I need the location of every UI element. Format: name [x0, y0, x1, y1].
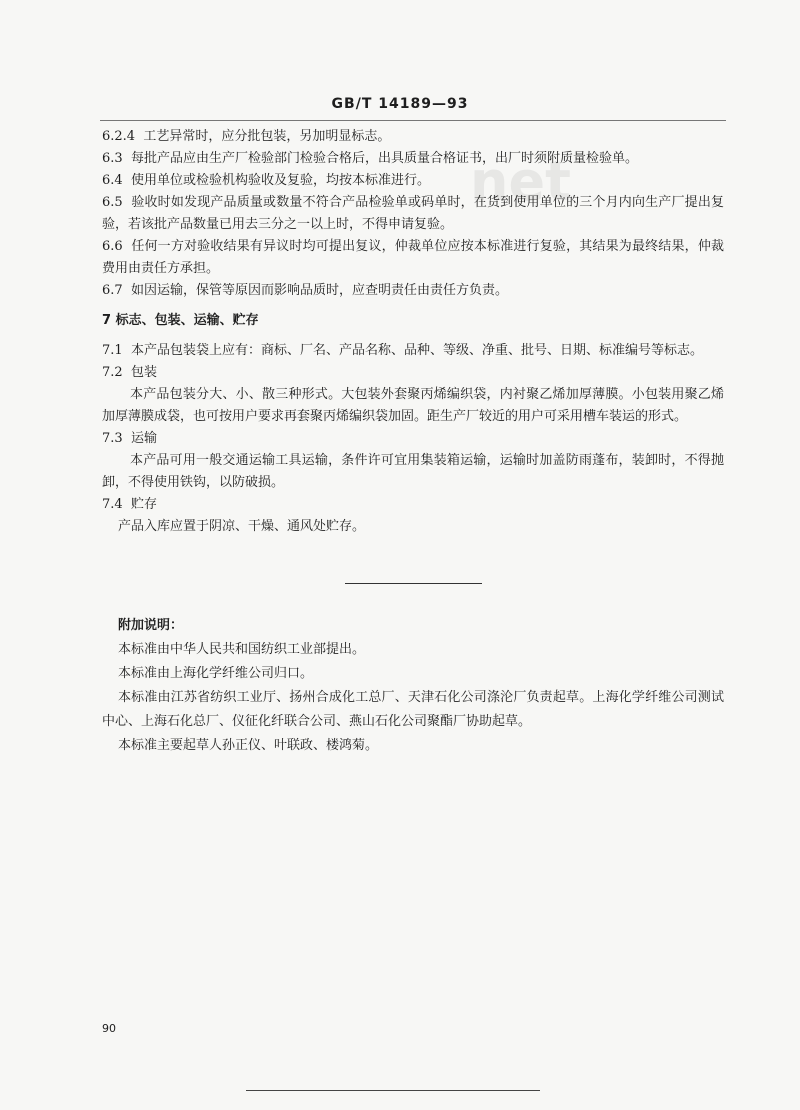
clause-7-2-text: 本产品包装分大、小、散三种形式。大包装外套聚丙烯编织袋，内衬聚乙烯加厚薄膜。小包装用聚乙烯加厚薄膜成袋，也可按用户要求再套聚丙烯编织袋加固。距生产厂较近的用户可采用槽车装运的形式。 [102, 387, 724, 424]
clause-title: 贮存 [130, 497, 157, 512]
appendix-title: 附加说明： [118, 618, 184, 633]
bottom-rule [246, 1090, 540, 1091]
clause-number: 6.7 [102, 283, 123, 298]
clause-text: 如因运输，保管等原因而影响品质时，应查明责任由责任方负责。 [130, 283, 508, 298]
body-text [102, 126, 724, 538]
clause-7-3-text: 本产品可用一般交通运输工具运输，条件许可宜用集装箱运输，运输时加盖防雨蓬布，装卸时，不得抛卸，不得使用铁钩，以防破损。 [102, 453, 724, 490]
appendix-paragraph: 本标准由上海化学纤维公司归口。 [118, 666, 314, 681]
clause-title: 运输 [130, 431, 157, 446]
appendix-notes [102, 614, 724, 758]
clause-6-4 [102, 170, 724, 192]
clause-number: 7.4 [102, 497, 123, 512]
watermark: net [470, 150, 571, 213]
clause-text: 验收时如发现产品质量或数量不符合产品检验单或码单时，在货到使用单位的三个月内向生产厂提出复验，若该批产品数量已用去三分之一以上时，不得申请复验。 [102, 195, 724, 232]
clause-number: 7.3 [102, 431, 123, 446]
clause-number: 7.2 [102, 365, 123, 380]
page-number: 90 [102, 1022, 116, 1035]
clause-number: 7.1 [102, 343, 123, 358]
clause-text: 本产品包装袋上应有：商标、厂名、产品名称、品种、等级、净重、批号、日期、标准编号等标志。 [130, 343, 703, 358]
clause-6-3 [102, 148, 724, 170]
standard-code-header: GB/T 14189—93 [331, 96, 469, 112]
clause-text: 使用单位或检验机构验收及复验，均按本标准进行。 [130, 173, 430, 188]
clause-6-6 [102, 236, 724, 280]
clause-7-2-title [102, 362, 724, 384]
clause-7-4-title [102, 494, 724, 516]
section-7-heading: 7 标志、包装、运输、贮存 [102, 313, 259, 328]
header-rule [100, 120, 726, 121]
clause-number: 6.5 [102, 195, 123, 210]
clause-title: 包装 [130, 365, 157, 380]
clause-number: 6.2.4 [102, 129, 136, 144]
clause-7-3-title [102, 428, 724, 450]
clause-6-2-4 [102, 126, 724, 148]
clause-text: 每批产品应由生产厂检验部门检验合格后，出具质量合格证书，出厂时须附质量检验单。 [130, 151, 638, 166]
clause-text: 工艺异常时，应分批包装，另加明显标志。 [143, 129, 391, 144]
clause-7-1 [102, 340, 724, 362]
clause-number: 6.3 [102, 151, 123, 166]
clause-text: 任何一方对验收结果有异议时均可提出复议，仲裁单位应按本标准进行复验，其结果为最终结果，仲裁费用由责任方承担。 [102, 239, 724, 276]
clause-6-5 [102, 192, 724, 236]
spacer [102, 332, 724, 340]
appendix-paragraph: 本标准由江苏省纺织工业厅、扬州合成化工总厂、天津石化公司涤沦厂负责起草。上海化学纤维公司测试中心、上海石化总厂、仪征化纤联合公司、燕山石化公司聚酯厂协助起草。 [102, 690, 724, 729]
clause-6-7 [102, 280, 724, 302]
section-divider [345, 583, 482, 584]
appendix-paragraph: 本标准由中华人民共和国纺织工业部提出。 [118, 642, 366, 657]
appendix-paragraph: 本标准主要起草人孙正仪、叶联政、楼鸿菊。 [118, 738, 379, 753]
clause-number: 6.6 [102, 239, 123, 254]
spacer [102, 302, 724, 310]
clause-7-4-text: 产品入库应置于阴凉、干燥、通风处贮存。 [118, 519, 366, 534]
clause-number: 6.4 [102, 173, 123, 188]
